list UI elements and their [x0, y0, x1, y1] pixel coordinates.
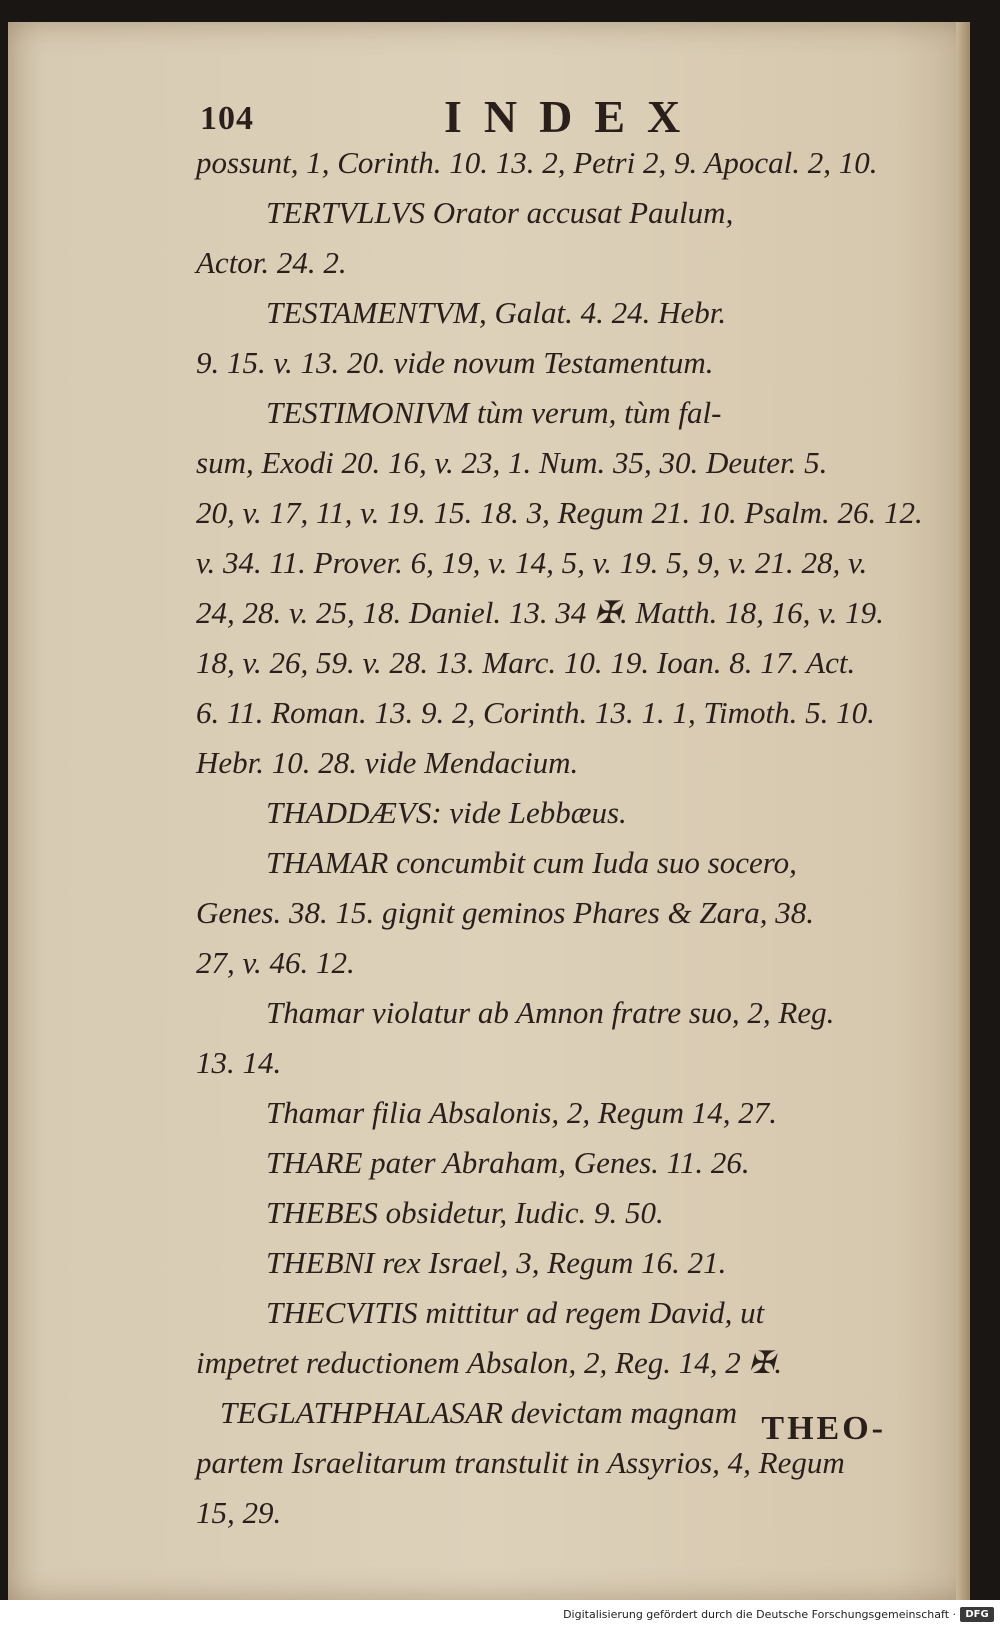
index-line: 13. 14.: [196, 1045, 282, 1080]
index-entry-thare: THARE pater Abraham, Genes. 11. 26.: [266, 1145, 750, 1180]
page-title: INDEX: [444, 91, 703, 142]
index-line: 24, 28. v. 25, 18. Daniel. 13. 34 ✠. Matth. 18, 16, v. 19.: [196, 595, 884, 630]
index-entry-thaddaeus: THADDÆVS: vide Lebbæus.: [266, 795, 627, 830]
index-line: 6. 11. Roman. 13. 9. 2, Corinth. 13. 1. 1, Timoth. 5. 10.: [196, 695, 875, 730]
index-line: 20, v. 17, 11, v. 19. 15. 18. 3, Regum 21. 10. Psalm. 26. 12.: [196, 495, 923, 530]
index-line: impetret reductionem Absalon, 2, Reg. 14, 2 ✠.: [196, 1345, 783, 1380]
book-page: [8, 22, 970, 1600]
catchword: THEO-: [761, 1410, 886, 1447]
footer-credit: Digitalisierung gefördert durch die Deutsche Forschungsgemeinschaft ·: [563, 1608, 956, 1621]
index-line: sum, Exodi 20. 16, v. 23, 1. Num. 35, 30. Deuter. 5.: [196, 445, 828, 480]
index-line: Hebr. 10. 28. vide Mendacium.: [196, 745, 579, 780]
index-entry-thamar: THAMAR concumbit cum Iuda suo socero,: [266, 845, 797, 880]
running-head: [196, 82, 956, 144]
text-block: [196, 82, 956, 1544]
index-entry-tertullus: TERTVLLVS Orator accusat Paulum,: [266, 195, 734, 230]
index-line: partem Israelitarum transtulit in Assyrios, 4, Regum: [196, 1445, 845, 1480]
index-line: Genes. 38. 15. gignit geminos Phares & Zara, 38.: [196, 895, 814, 930]
index-line: Actor. 24. 2.: [196, 245, 347, 280]
index-entry-thebes: THEBES obsidetur, Iudic. 9. 50.: [266, 1195, 664, 1230]
index-entry-thamar-violatur: Thamar violatur ab Amnon fratre suo, 2, Reg.: [266, 995, 835, 1030]
index-line: 27, v. 46. 12.: [196, 945, 355, 980]
index-line: possunt, 1, Corinth. 10. 13. 2, Petri 2, 9. Apocal. 2, 10.: [196, 145, 878, 180]
index-entry-testimonium: TESTIMONIVM tùm verum, tùm fal-: [266, 395, 722, 430]
index-entry-testamentum: TESTAMENTVM, Galat. 4. 24. Hebr.: [266, 295, 727, 330]
dfg-logo-icon: DFG: [960, 1607, 994, 1622]
index-line: 9. 15. v. 13. 20. vide novum Testamentum.: [196, 345, 714, 380]
index-line: 15, 29.: [196, 1495, 282, 1530]
index-entry-thamar-filia: Thamar filia Absalonis, 2, Regum 14, 27.: [266, 1095, 777, 1130]
digitization-footer: [0, 1600, 1000, 1629]
page-edge: [956, 22, 970, 1600]
index-entry-thecuitis: THECVITIS mittitur ad regem David, ut: [266, 1295, 765, 1330]
index-entry-thebni: THEBNI rex Israel, 3, Regum 16. 21.: [266, 1245, 727, 1280]
index-line: 18, v. 26, 59. v. 28. 13. Marc. 10. 19. Ioan. 8. 17. Act.: [196, 645, 856, 680]
page-number: 104: [200, 100, 254, 137]
index-line: v. 34. 11. Prover. 6, 19, v. 14, 5, v. 19. 5, 9, v. 21. 28, v.: [196, 545, 868, 580]
index-entry-teglathphalasar: TEGLATHPHALASAR devictam magnam: [220, 1395, 738, 1430]
